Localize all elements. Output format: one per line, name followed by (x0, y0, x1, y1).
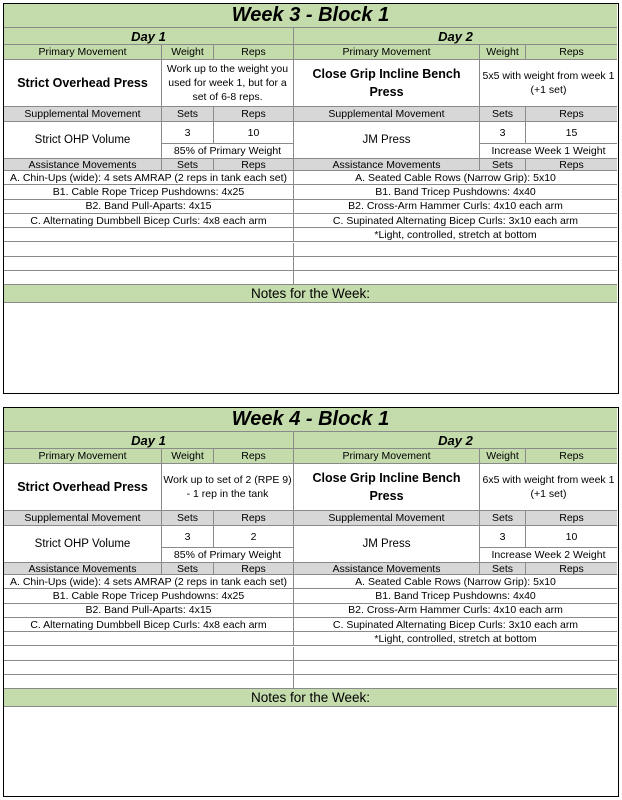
supplemental-note[interactable]: 85% of Primary Weight (162, 144, 294, 159)
weight-header: Weight (162, 45, 214, 60)
supplemental-movement-name[interactable]: Strict OHP Volume (4, 526, 162, 563)
notes-header: Notes for the Week: (4, 689, 617, 707)
primary-scheme[interactable]: Work up to set of 2 (RPE 9) - 1 rep in the tank (162, 464, 294, 511)
assistance-row[interactable] (4, 271, 294, 285)
assistance-movements-header: Assistance Movements (294, 159, 480, 171)
reps-header: Reps (214, 107, 294, 122)
weight-header: Weight (480, 45, 526, 60)
reps-header: Reps (214, 511, 294, 526)
assistance-movements-header: Assistance Movements (4, 159, 162, 171)
supplemental-note[interactable]: Increase Week 1 Weight (480, 144, 617, 159)
assistance-row[interactable]: *Light, controlled, stretch at bottom (294, 632, 617, 646)
assistance-row[interactable]: B1. Cable Rope Tricep Pushdowns: 4x25 (4, 185, 294, 199)
supplemental-sets[interactable]: 3 (162, 122, 214, 144)
supplemental-movement-name[interactable]: JM Press (294, 526, 480, 563)
week-block (3, 407, 619, 797)
day-header: Day 1 (4, 28, 294, 45)
assistance-row[interactable]: B1. Band Tricep Pushdowns: 4x40 (294, 589, 617, 603)
sets-header: Sets (162, 159, 214, 171)
assistance-row[interactable]: A. Chin-Ups (wide): 4 sets AMRAP (2 reps in tank each set) (4, 171, 294, 185)
supplemental-note[interactable]: Increase Week 2 Weight (480, 548, 617, 563)
assistance-row[interactable] (4, 257, 294, 271)
assistance-row[interactable]: A. Seated Cable Rows (Narrow Grip): 5x10 (294, 575, 617, 589)
supplemental-movement-name[interactable]: Strict OHP Volume (4, 122, 162, 159)
assistance-row[interactable]: C. Supinated Alternating Bicep Curls: 3x10 each arm (294, 618, 617, 632)
supplemental-movement-name[interactable]: JM Press (294, 122, 480, 159)
assistance-row[interactable] (4, 661, 294, 675)
supplemental-movement-header: Supplemental Movement (4, 107, 162, 122)
assistance-movements-header: Assistance Movements (4, 563, 162, 575)
primary-movement-header: Primary Movement (294, 45, 480, 60)
primary-movement-header: Primary Movement (294, 449, 480, 464)
assistance-row[interactable] (294, 661, 617, 675)
assistance-row[interactable]: C. Alternating Dumbbell Bicep Curls: 4x8 each arm (4, 214, 294, 228)
supplemental-reps[interactable]: 10 (526, 526, 617, 548)
assistance-row[interactable] (4, 647, 294, 661)
sets-header: Sets (162, 511, 214, 526)
assistance-row[interactable]: C. Alternating Dumbbell Bicep Curls: 4x8 each arm (4, 618, 294, 632)
primary-scheme[interactable]: 5x5 with weight from week 1 (+1 set) (480, 60, 617, 107)
assistance-row[interactable]: *Light, controlled, stretch at bottom (294, 228, 617, 242)
weight-header: Weight (480, 449, 526, 464)
reps-header: Reps (526, 159, 617, 171)
week-block (3, 3, 619, 394)
primary-movement-name[interactable]: Close Grip Incline Bench Press (294, 464, 480, 511)
supplemental-movement-header: Supplemental Movement (4, 511, 162, 526)
supplemental-sets[interactable]: 3 (480, 526, 526, 548)
assistance-row[interactable]: B2. Band Pull-Aparts: 4x15 (4, 200, 294, 214)
reps-header: Reps (214, 45, 294, 60)
primary-movement-name[interactable]: Strict Overhead Press (4, 60, 162, 107)
primary-movement-name[interactable]: Close Grip Incline Bench Press (294, 60, 480, 107)
assistance-row[interactable]: B2. Cross-Arm Hammer Curls: 4x10 each arm (294, 200, 617, 214)
assistance-row[interactable] (4, 675, 294, 689)
supplemental-note[interactable]: 85% of Primary Weight (162, 548, 294, 563)
assistance-row[interactable] (294, 243, 617, 257)
supplemental-sets[interactable]: 3 (480, 122, 526, 144)
reps-header: Reps (526, 449, 617, 464)
assistance-row[interactable]: B2. Band Pull-Aparts: 4x15 (4, 604, 294, 618)
week-title: Week 4 - Block 1 (4, 408, 617, 432)
sets-header: Sets (480, 107, 526, 122)
sets-header: Sets (480, 159, 526, 171)
supplemental-reps[interactable]: 15 (526, 122, 617, 144)
assistance-row[interactable] (294, 257, 617, 271)
reps-header: Reps (526, 563, 617, 575)
assistance-row[interactable]: A. Seated Cable Rows (Narrow Grip): 5x10 (294, 171, 617, 185)
reps-header: Reps (214, 449, 294, 464)
day-header: Day 2 (294, 432, 617, 449)
reps-header: Reps (526, 45, 617, 60)
assistance-row[interactable]: B2. Cross-Arm Hammer Curls: 4x10 each arm (294, 604, 617, 618)
sets-header: Sets (480, 511, 526, 526)
primary-movement-name[interactable]: Strict Overhead Press (4, 464, 162, 511)
notes-header: Notes for the Week: (4, 285, 617, 303)
assistance-row[interactable] (4, 243, 294, 257)
assistance-row[interactable] (294, 675, 617, 689)
assistance-row[interactable]: C. Supinated Alternating Bicep Curls: 3x10 each arm (294, 214, 617, 228)
primary-movement-header: Primary Movement (4, 449, 162, 464)
supplemental-reps[interactable]: 2 (214, 526, 294, 548)
assistance-row[interactable]: B1. Cable Rope Tricep Pushdowns: 4x25 (4, 589, 294, 603)
primary-scheme[interactable]: Work up to the weight you used for week 1, but for a set of 6-8 reps. (162, 60, 294, 107)
assistance-movements-header: Assistance Movements (294, 563, 480, 575)
supplemental-sets[interactable]: 3 (162, 526, 214, 548)
supplemental-reps[interactable]: 10 (214, 122, 294, 144)
assistance-row[interactable] (4, 632, 294, 646)
sets-header: Sets (480, 563, 526, 575)
notes-area[interactable] (4, 707, 617, 795)
supplemental-movement-header: Supplemental Movement (294, 511, 480, 526)
reps-header: Reps (526, 107, 617, 122)
week-title: Week 3 - Block 1 (4, 4, 617, 28)
day-header: Day 2 (294, 28, 617, 45)
assistance-row[interactable]: B1. Band Tricep Pushdowns: 4x40 (294, 185, 617, 199)
reps-header: Reps (526, 511, 617, 526)
sets-header: Sets (162, 563, 214, 575)
assistance-row[interactable] (294, 647, 617, 661)
assistance-row[interactable] (294, 271, 617, 285)
day-header: Day 1 (4, 432, 294, 449)
reps-header: Reps (214, 159, 294, 171)
assistance-row[interactable]: A. Chin-Ups (wide): 4 sets AMRAP (2 reps in tank each set) (4, 575, 294, 589)
reps-header: Reps (214, 563, 294, 575)
primary-scheme[interactable]: 6x5 with weight from week 1 (+1 set) (480, 464, 617, 511)
assistance-row[interactable] (4, 228, 294, 242)
supplemental-movement-header: Supplemental Movement (294, 107, 480, 122)
notes-area[interactable] (4, 303, 617, 392)
weight-header: Weight (162, 449, 214, 464)
sets-header: Sets (162, 107, 214, 122)
primary-movement-header: Primary Movement (4, 45, 162, 60)
